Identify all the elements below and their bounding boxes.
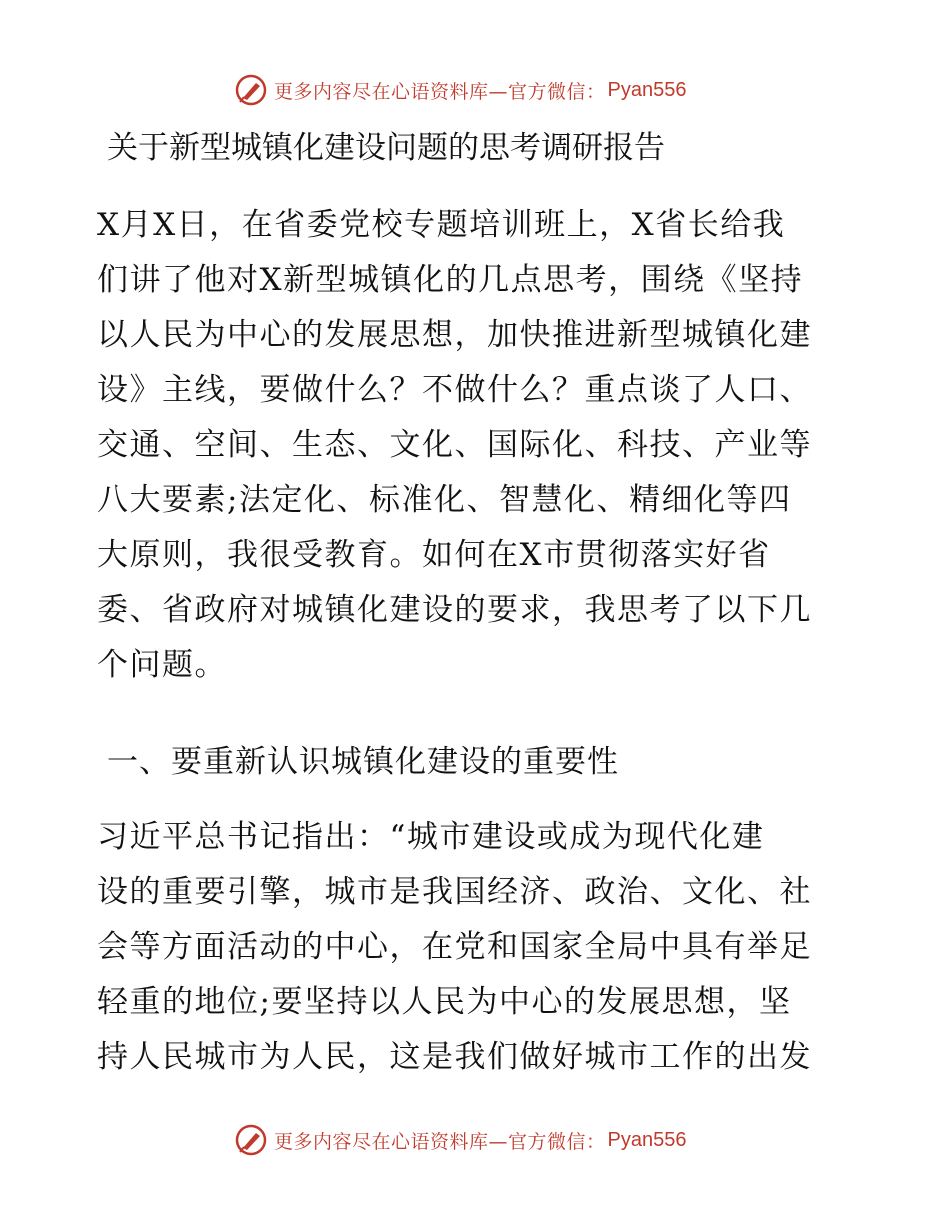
watermark-text: 更多内容尽在心语资料库—官方微信： (274, 80, 606, 103)
paragraph-line: 设的重要引擎，城市是我国经济、政治、文化、社 (97, 874, 812, 910)
paragraph-line: 持人民城市为人民，这是我们做好城市工作的出发 (97, 1039, 812, 1075)
paragraph-line: X月X日，在省委党校专题培训班上，X省长给我 (97, 207, 786, 243)
watermark-wechat-id: Pyan556 (607, 1128, 687, 1151)
paragraph-line: 设》主线，要做什么？不做什么？重点谈了人口、 (97, 372, 812, 408)
paragraph-line: 交通、空间、生态、文化、国际化、科技、产业等 (97, 427, 812, 463)
paragraph-line: 们讲了他对X新型城镇化的几点思考，围绕《坚持 (97, 262, 804, 298)
section-heading: 一、要重新认识城镇化建设的重要性 (107, 744, 619, 780)
quill-seal-icon (234, 73, 268, 107)
paragraph-intro (97, 198, 857, 693)
paragraph-line: 个问题。 (97, 647, 227, 683)
paragraph-line: 习近平总书记指出：“城市建设或成为现代化建 (97, 819, 765, 855)
header-watermark (234, 72, 686, 108)
document-title: 关于新型城镇化建设问题的思考调研报告 (107, 130, 665, 166)
quill-seal-icon (234, 1123, 268, 1157)
paragraph-line: 轻重的地位;要坚持以人民为中心的发展思想，坚 (97, 984, 792, 1020)
paragraph-line: 委、省政府对城镇化建设的要求，我思考了以下几 (97, 592, 812, 628)
watermark-wechat-id: Pyan556 (607, 78, 687, 101)
paragraph-line: 以人民为中心的发展思想，加快推进新型城镇化建 (97, 317, 812, 353)
paragraph-quote (97, 810, 857, 1085)
paragraph-line: 大原则，我很受教育。如何在X市贯彻落实好省 (97, 537, 771, 573)
paragraph-line: 八大要素;法定化、标准化、智慧化、精细化等四 (97, 482, 792, 518)
footer-watermark (234, 1122, 686, 1158)
paragraph-line: 会等方面活动的中心，在党和国家全局中具有举足 (97, 929, 812, 965)
watermark-text: 更多内容尽在心语资料库—官方微信： (274, 1130, 606, 1153)
